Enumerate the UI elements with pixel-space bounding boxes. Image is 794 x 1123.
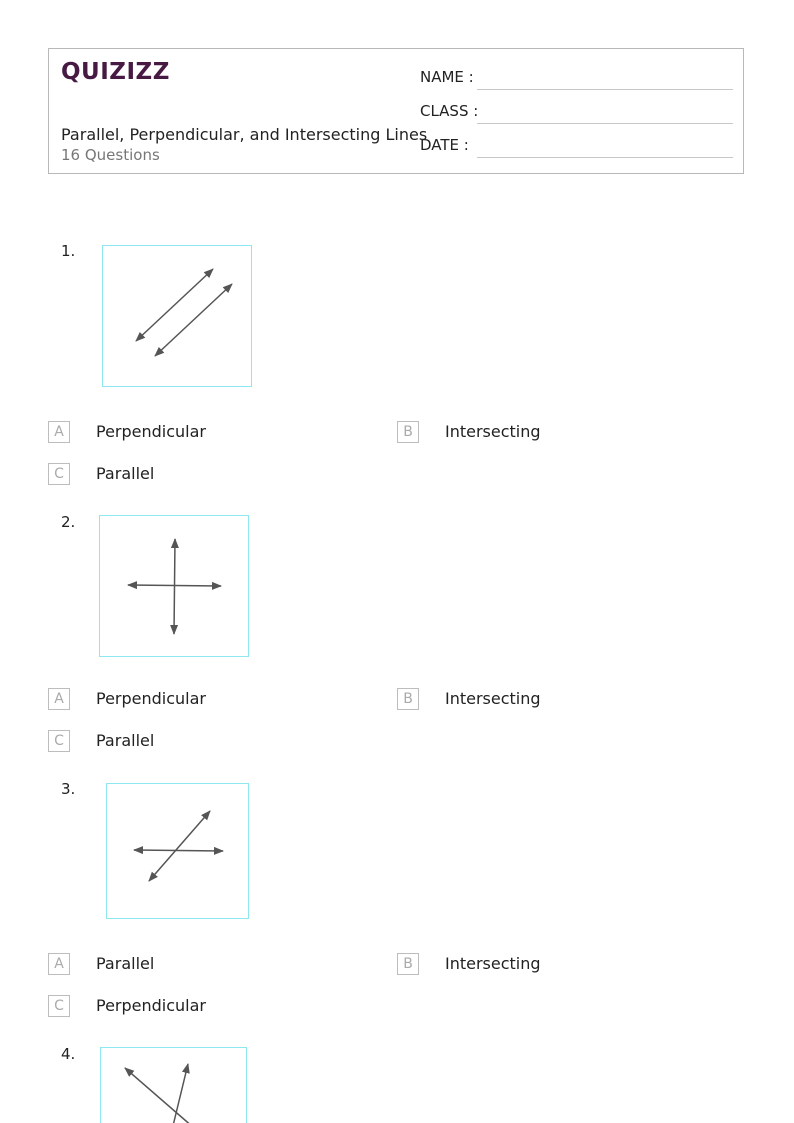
option-text: Perpendicular xyxy=(96,996,207,1015)
option-letter: C xyxy=(48,995,70,1017)
option-letter: A xyxy=(48,953,70,975)
intersecting-lines-diagram xyxy=(107,784,247,917)
question-1-figure xyxy=(102,245,252,387)
vertical-line xyxy=(174,539,175,634)
date-label: DATE : xyxy=(420,136,469,154)
option-letter: B xyxy=(397,421,419,443)
line-1 xyxy=(136,269,213,341)
diagonal-line-1 xyxy=(125,1068,201,1123)
name-line[interactable] xyxy=(477,89,733,90)
worksheet-title: Parallel, Perpendicular, and Intersecting Lines xyxy=(61,125,428,144)
name-label: NAME : xyxy=(420,68,474,86)
horizontal-line xyxy=(128,585,221,586)
question-4-number: 4. xyxy=(61,1045,76,1063)
parallel-lines-diagram xyxy=(103,246,250,385)
option-text: Perpendicular xyxy=(96,422,207,441)
question-count: 16 Questions xyxy=(61,146,160,164)
option-letter: C xyxy=(48,730,70,752)
perpendicular-lines-diagram xyxy=(100,516,247,655)
option-text: Intersecting xyxy=(445,689,541,708)
option-text: Parallel xyxy=(96,954,155,973)
date-line[interactable] xyxy=(477,157,733,158)
option-text: Parallel xyxy=(96,464,155,483)
option-letter: A xyxy=(48,688,70,710)
option-letter: B xyxy=(397,953,419,975)
horizontal-line xyxy=(134,850,223,851)
option-letter: C xyxy=(48,463,70,485)
class-line[interactable] xyxy=(477,123,733,124)
option-text: Intersecting xyxy=(445,422,541,441)
worksheet-header xyxy=(48,48,744,174)
diagonal-line xyxy=(149,811,210,881)
question-4-figure xyxy=(100,1047,247,1123)
option-letter: A xyxy=(48,421,70,443)
question-1-number: 1. xyxy=(61,242,76,260)
question-2-number: 2. xyxy=(61,513,76,531)
intersecting-lines-diagram-partial xyxy=(101,1048,245,1123)
option-text: Perpendicular xyxy=(96,689,207,708)
line-2 xyxy=(155,284,232,356)
quizizz-logo: QUIZIZZ xyxy=(61,59,170,85)
diagonal-line-2 xyxy=(171,1064,188,1123)
question-3-figure xyxy=(106,783,249,919)
option-text: Parallel xyxy=(96,731,155,750)
option-letter: B xyxy=(397,688,419,710)
question-2-figure xyxy=(99,515,249,657)
question-3-number: 3. xyxy=(61,780,76,798)
class-label: CLASS : xyxy=(420,102,479,120)
option-text: Intersecting xyxy=(445,954,541,973)
